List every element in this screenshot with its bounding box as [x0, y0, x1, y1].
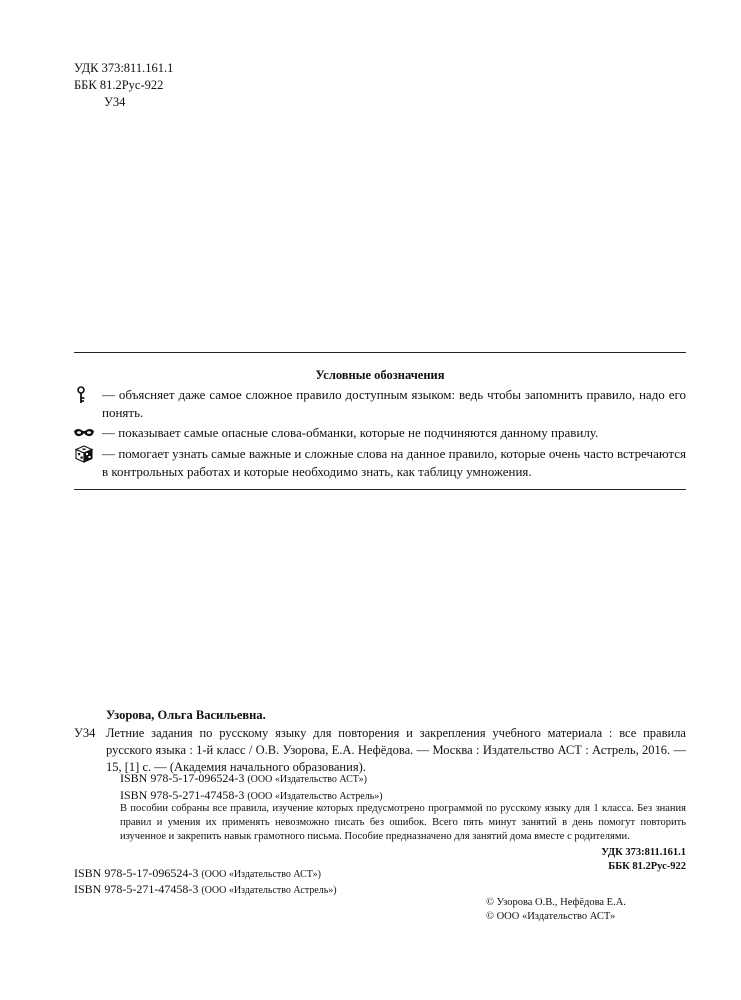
- copyright-block: [486, 896, 661, 924]
- copyright-publisher: © ООО «Издательство АСТ»: [486, 911, 616, 922]
- catalog-author-code: У34: [74, 726, 96, 740]
- isbn-number: ISBN 978-5-17-096524-3: [74, 866, 199, 880]
- isbn-publisher: (ООО «Издательство Астрель»): [247, 791, 383, 802]
- legend-item-text: — объясняет даже самое сложное правило доступным языком: ведь чтобы запомнить правило, надо его понять.: [102, 387, 686, 420]
- bbk-code: ББК 81.2Рус-922: [74, 78, 164, 92]
- catalog-isbn-2: [120, 788, 383, 803]
- cube-icon: [72, 445, 96, 463]
- author-code: У34: [104, 95, 126, 109]
- legend-item-text: — показывает самые опасные слова-обманки, которые не подчиняются данному правилу.: [102, 425, 599, 440]
- catalog-isbn-1: [120, 771, 367, 786]
- isbn-publisher: (ООО «Издательство АСТ»): [201, 869, 321, 880]
- isbn-line-2: [74, 882, 337, 897]
- classification-block: [74, 60, 173, 111]
- isbn-publisher: (ООО «Издательство АСТ»): [247, 774, 367, 785]
- legend-item-mask: [102, 424, 686, 442]
- mask-icon: [72, 424, 96, 442]
- legend-top-divider: [74, 352, 686, 353]
- catalog-annotation: В пособии собраны все правила, изучение которых предусмотрено программой по русскому языку для 1 класса. Без знания правил и умения их применять невозможно писать без ошибок. Всего пять минут занятий в день помогут повторить изученное и закрепить навык грамотного письма. Пособие предназначено для занятий дома вместе с родителями.: [120, 803, 686, 842]
- catalog-classification: [486, 846, 686, 874]
- legend-title: Условные обозначения: [315, 368, 445, 382]
- isbn-publisher: (ООО «Издательство Астрель»): [201, 885, 337, 896]
- legend-item-cube: [102, 445, 686, 481]
- isbn-number: ISBN 978-5-271-47458-3: [74, 882, 199, 896]
- isbn-number: ISBN 978-5-17-096524-3: [120, 771, 245, 785]
- copyright-authors: © Узорова О.В., Нефёдова Е.А.: [486, 897, 626, 908]
- catalog-bbk: ББК 81.2Рус-922: [608, 861, 686, 872]
- isbn-number: ISBN 978-5-271-47458-3: [120, 788, 245, 802]
- catalog-udk: УДК 373:811.161.1: [601, 847, 686, 858]
- catalog-author: Узорова, Ольга Васильевна.: [106, 708, 266, 722]
- legend-bottom-divider: [74, 489, 686, 490]
- udk-code: УДК 373:811.161.1: [74, 61, 174, 75]
- legend-item-key: [102, 386, 686, 422]
- key-icon: [72, 386, 96, 404]
- legend-item-text: — помогает узнать самые важные и сложные слова на данное правило, которые очень часто встречаются в контрольных работах и которые необходимо знать, как таблицу умножения.: [102, 446, 686, 479]
- isbn-line-1: [74, 866, 321, 881]
- catalog-description: Летние задания по русскому языку для повторения и закрепления учебного материала : все правила русского языка : 1-й класс / О.В. Узорова, Е.А. Нефёдова. — Москва : Издательство АСТ : Астрель, 2016. — 15, [1] с. — (Академия начального образования).: [106, 726, 686, 774]
